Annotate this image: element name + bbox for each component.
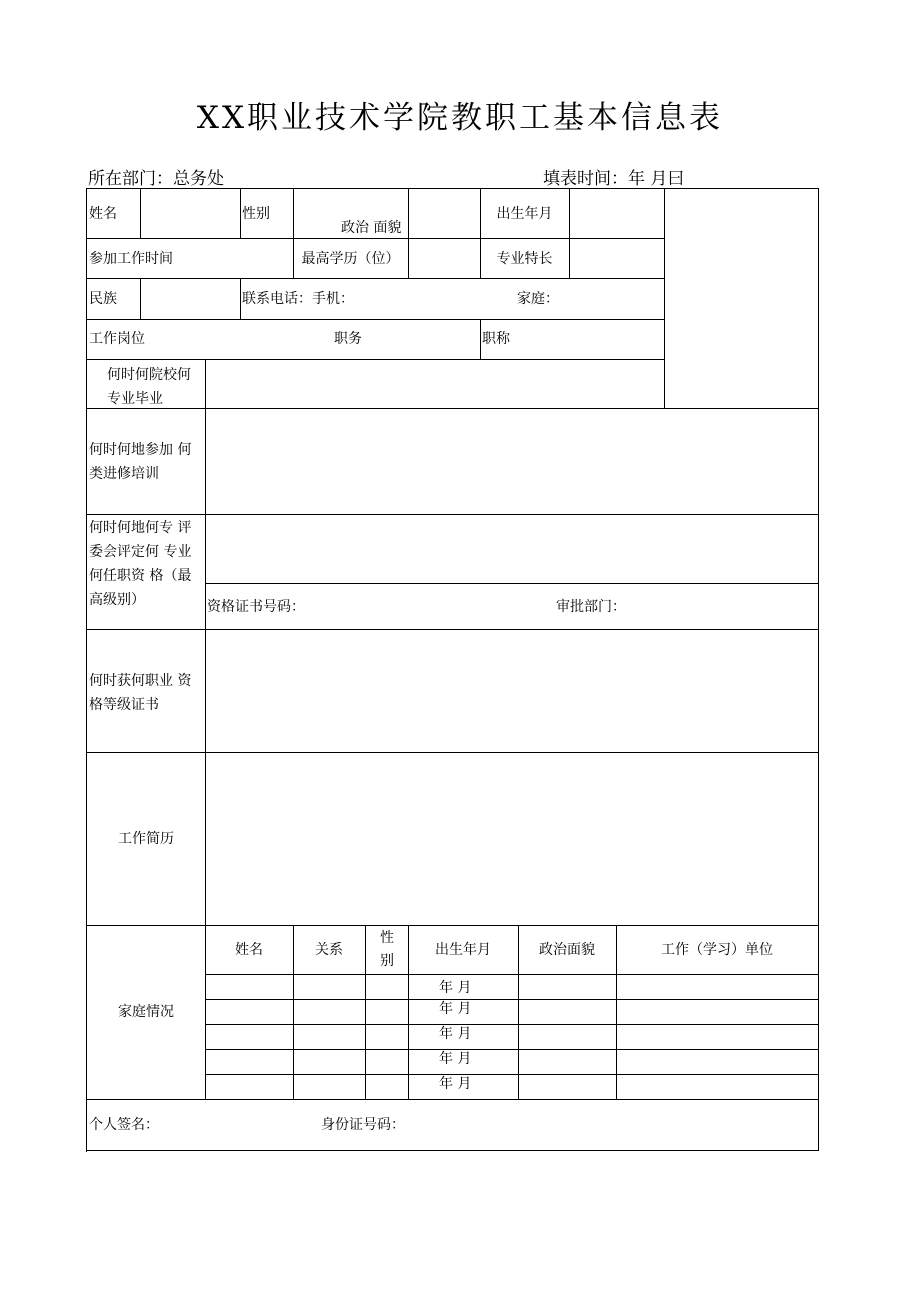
qualification-label: 何时何地何专 评委会评定何 专业何任职资 格（最高级别） <box>89 520 192 608</box>
phone-label: 联系电话：手机： <box>242 291 354 307</box>
family-label: 家庭情况 <box>118 1004 174 1020</box>
work-start-label: 参加工作时间 <box>89 251 173 267</box>
ethnicity-label: 民族 <box>89 291 117 307</box>
department-value[interactable]: 总务处 <box>173 169 224 189</box>
duty-label: 职务 <box>334 331 362 347</box>
family-header-political: 政治面貌 <box>539 942 595 958</box>
resume-label: 工作简历 <box>118 831 174 847</box>
family-row-birth[interactable]: 年 月 <box>439 980 472 996</box>
family-row-birth[interactable]: 年 月 <box>439 1076 472 1092</box>
family-row-birth[interactable]: 年 月 <box>439 1026 472 1042</box>
signature-label: 个人签名： <box>89 1117 159 1133</box>
department-field <box>88 164 224 189</box>
gender-label: 性别 <box>242 206 270 222</box>
family-row-birth[interactable]: 年 月 <box>439 1001 472 1017</box>
fill-time[interactable]: 填表时间：年 月曰 <box>543 169 685 189</box>
rank-label: 职称 <box>482 331 510 347</box>
family-header-gender: 性别 <box>380 930 394 969</box>
education-label: 最高学历（位） <box>301 251 400 267</box>
political-label: 政治 面貌 <box>341 220 402 236</box>
approval-dept-label: 审批部门： <box>556 599 626 615</box>
graduation-label: 何时何院校何专业毕业 <box>107 367 191 407</box>
birth-label: 出生年月 <box>496 206 553 222</box>
page-title: XX职业技术学院教职工基本信息表 <box>196 100 724 136</box>
vocational-cert-label: 何时获何职业 资格等级证书 <box>89 673 192 713</box>
home-phone-label: 家庭： <box>517 291 559 307</box>
id-number-label: 身份证号码： <box>321 1117 405 1133</box>
info-form <box>86 188 819 1152</box>
family-header-birth: 出生年月 <box>435 942 491 958</box>
department-label: 所在部门： <box>88 169 173 189</box>
family-header-relation: 关系 <box>315 942 343 958</box>
specialty-label: 专业特长 <box>496 251 553 267</box>
cert-number-label: 资格证书号码： <box>207 599 305 615</box>
training-label: 何时何地参加 何类进修培训 <box>89 442 192 482</box>
family-row-birth[interactable]: 年 月 <box>439 1051 472 1067</box>
family-header-name: 姓名 <box>235 942 263 958</box>
name-label: 姓名 <box>89 206 117 222</box>
post-label: 工作岗位 <box>89 331 145 347</box>
family-header-workplace: 工作（学习）单位 <box>661 942 773 958</box>
